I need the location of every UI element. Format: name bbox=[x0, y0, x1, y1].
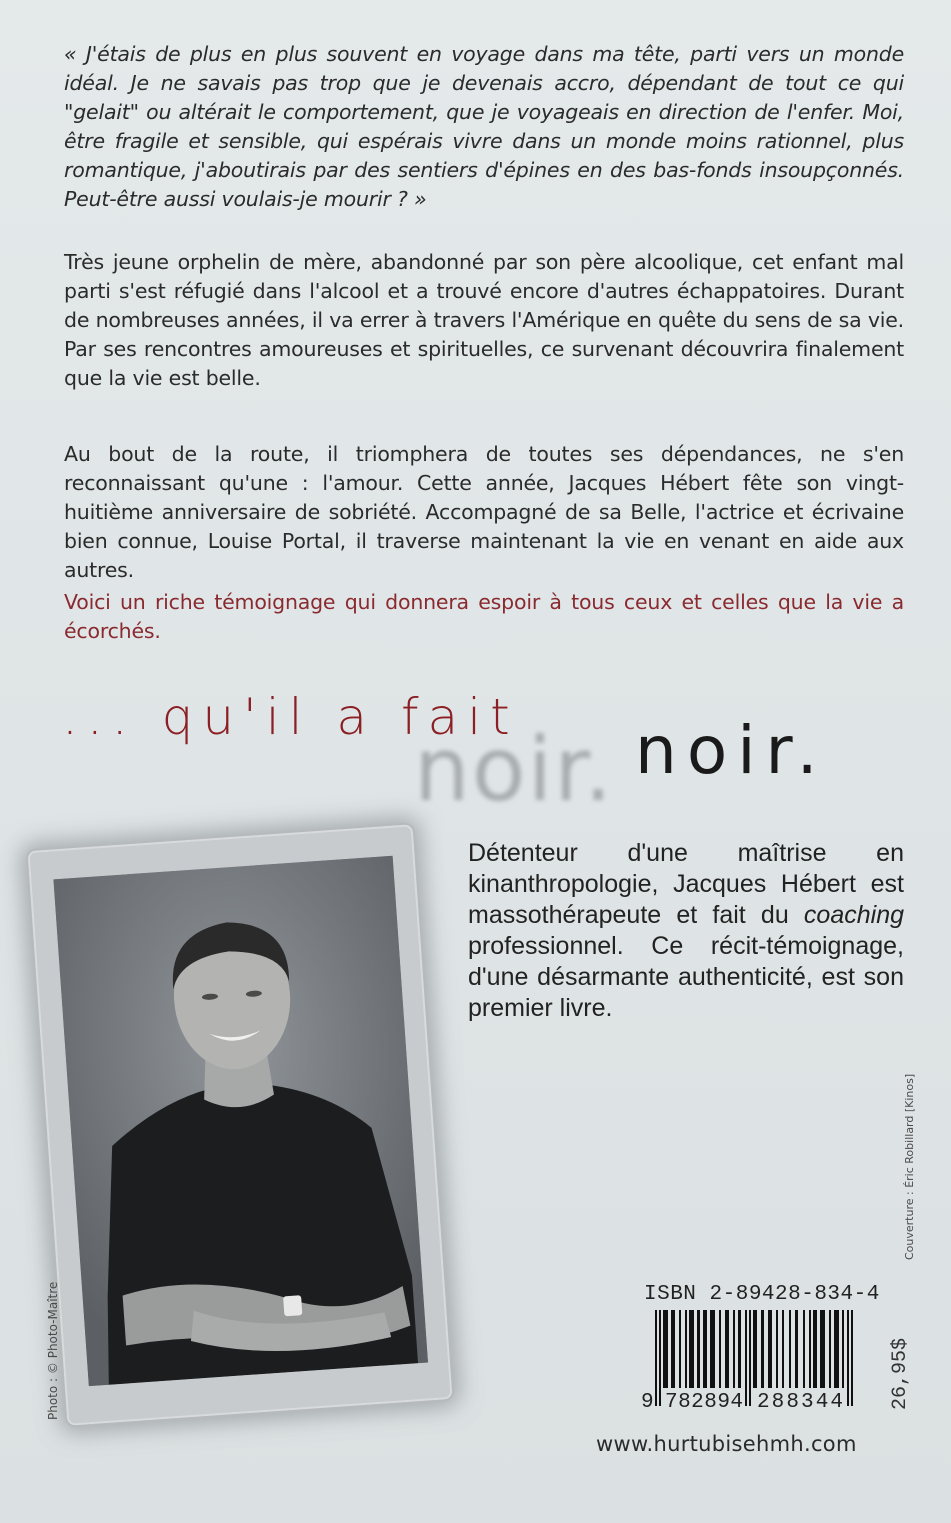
author-portrait-image bbox=[53, 856, 428, 1386]
barcode-first-digit: 9 bbox=[641, 1391, 654, 1410]
barcode-right-digits: 288344 bbox=[757, 1391, 843, 1410]
author-photo bbox=[25, 822, 455, 1428]
tagline-word: noir. bbox=[635, 712, 828, 789]
cover-credit: Couverture : Éric Robillard [Kinos] bbox=[903, 1073, 916, 1260]
author-quote: « J'étais de plus en plus souvent en voyage dans ma tête, parti vers un monde idéal. Je ne savais pas trop que je devenais accro, dépendant de tout ce qui "gelait" ou altérait le comportement, que je voyageais en direction de l'enfer. Moi, être fragile et sensible, qui espérais vivre dans un monde moins rationnel, plus romantique, j'aboutirais par des sentiers d'épines en des bas-fonds insoupçonnés. Peut-être aussi voulais-je mourir ? » bbox=[64, 42, 904, 211]
author-bio bbox=[468, 838, 904, 1024]
bio-italic-term: coaching bbox=[803, 901, 904, 929]
bio-text-2: professionnel. Ce récit-témoignage, d'une désarmante authenticité, est son premier livre. bbox=[468, 932, 904, 1022]
price-label: 26,95$ bbox=[889, 1337, 912, 1410]
bio-text-1: Détenteur d'une maîtrise en kinanthropologie, Jacques Hébert est massothérapeute et fait du bbox=[468, 839, 904, 929]
photo-credit: Photo : © Photo-Maître bbox=[46, 1281, 60, 1420]
synopsis-paragraph-1: Très jeune orphelin de mère, abandonné par son père alcoolique, cet enfant mal parti s'est réfugié dans l'alcool et a trouvé encore d'autres échappatoires. Durant de nombreuses années, il va errer à travers l'Amérique en quête du sens de sa vie. Par ses rencontres amoureuses et spirituelles, ce survenant découvrira finalement que la vie est belle. bbox=[64, 250, 904, 390]
tagline-shadow-word: noir. bbox=[414, 718, 615, 821]
synopsis-paragraph-2: Au bout de la route, il triomphera de toutes ses dépendances, ne s'en reconnaissant qu'une : l'amour. Cette année, Jacques Hébert fête son vingt-huitième anniversaire de sobriété. Accompagné de sa Belle, l'actrice et écrivaine bien connue, Louise Portal, il traverse maintenant la vie en venant en aide aux autres. bbox=[64, 442, 904, 582]
tagline-prefix: ... qu'il a fait bbox=[62, 688, 519, 746]
isbn-label: ISBN 2-89428-834-4 bbox=[644, 1283, 880, 1306]
barcode-left-digits: 782894 bbox=[665, 1391, 743, 1410]
synopsis-highlight: Voici un riche témoignage qui donnera espoir à tous ceux et celles que la vie a écorchés. bbox=[64, 590, 904, 643]
publisher-website: www.hurtubisehmh.com bbox=[596, 1432, 857, 1456]
barcode bbox=[641, 1310, 869, 1410]
